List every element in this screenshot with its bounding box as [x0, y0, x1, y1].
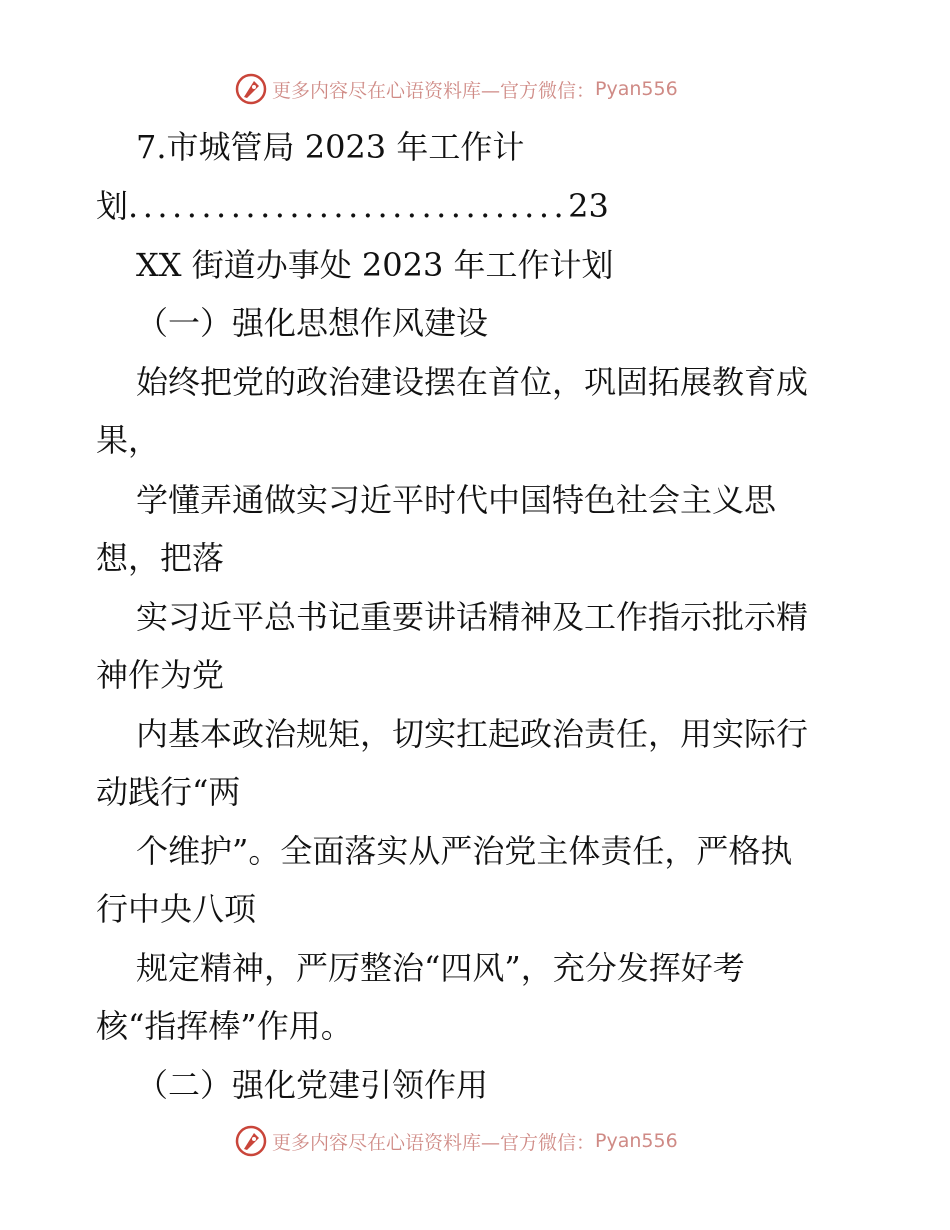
- paragraph-line: 动践行“两: [96, 773, 241, 811]
- watermark-account: Pyan556: [595, 1130, 678, 1152]
- toc-entry-line1: 7.市城管局 2023 年工作计: [136, 128, 525, 166]
- document-title: XX 街道办事处 2023 年工作计划: [136, 246, 614, 284]
- paragraph-line: 始终把党的政治建设摆在首位，巩固拓展教育成: [136, 363, 809, 401]
- paragraph-line: 神作为党: [96, 656, 225, 694]
- paragraph-line: 个维护”。全面落实从严治党主体责任，严格执: [136, 832, 793, 870]
- pen-nib-logo-icon: [234, 72, 268, 106]
- paragraph-line: 行中央八项: [96, 890, 257, 928]
- watermark-text: 更多内容尽在心语资料库—官方微信：: [272, 1131, 596, 1154]
- toc-leader-dots: ..............................: [128, 187, 569, 225]
- toc-page-number: 23: [568, 187, 609, 225]
- toc-entry-line2: [96, 186, 609, 226]
- toc-entry-continuation: 划: [96, 187, 129, 225]
- paragraph-line: 实习近平总书记重要讲话精神及工作指示批示精: [136, 598, 809, 636]
- watermark-header: [234, 72, 678, 106]
- watermark-account: Pyan556: [595, 78, 678, 100]
- section-heading-2: （二）强化党建引领作用: [136, 1066, 489, 1104]
- paragraph-line: 果，: [96, 421, 161, 459]
- pen-nib-logo-icon: [234, 1124, 268, 1158]
- paragraph-line: 规定精神，严厉整治“四风”，充分发挥好考: [136, 949, 745, 987]
- paragraph-line: 内基本政治规矩，切实扛起政治责任，用实际行: [136, 715, 809, 753]
- paragraph-line: 学懂弄通做实习近平时代中国特色社会主义思: [136, 481, 777, 519]
- paragraph-line: 核“指挥棒”作用。: [96, 1007, 353, 1045]
- watermark-text: 更多内容尽在心语资料库—官方微信：: [272, 79, 596, 102]
- section-heading-1: （一）强化思想作风建设: [136, 304, 489, 342]
- watermark-footer: [234, 1124, 678, 1158]
- paragraph-line: 想，把落: [96, 539, 225, 577]
